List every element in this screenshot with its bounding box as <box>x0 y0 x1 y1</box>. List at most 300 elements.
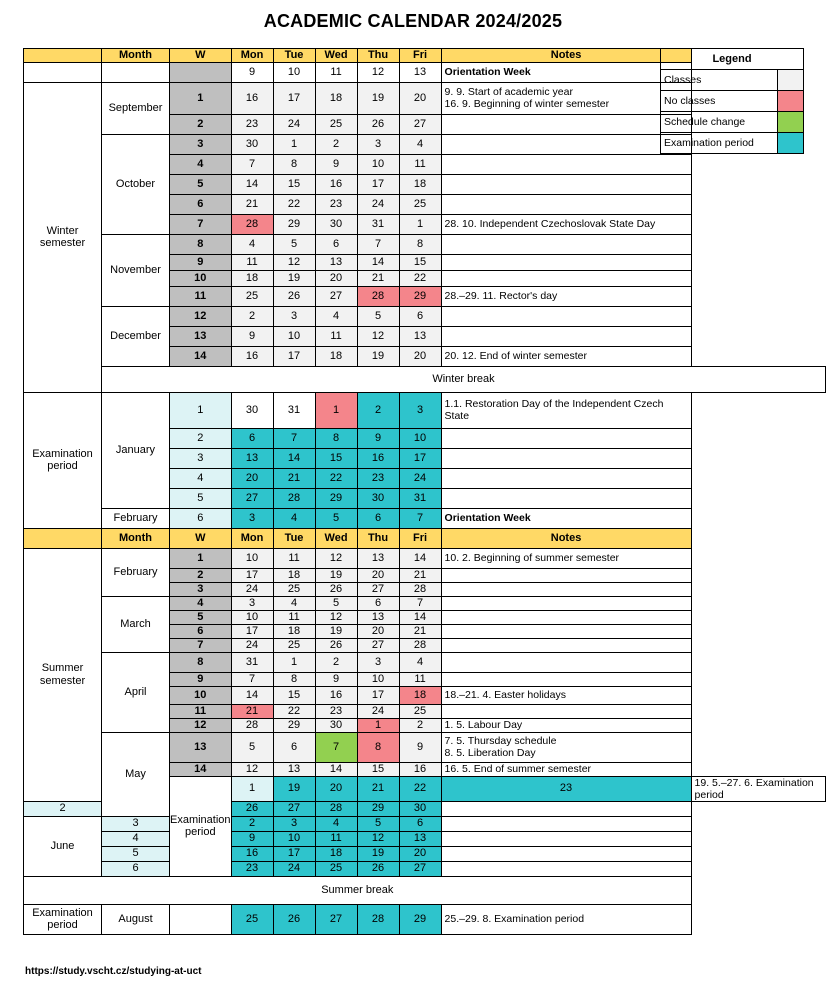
legend-label-schedule-change: Schedule change <box>661 112 778 133</box>
day-cell: 13 <box>399 326 441 346</box>
note-cell: Orientation Week <box>441 62 691 82</box>
day-cell: 29 <box>273 214 315 234</box>
day-cell: 26 <box>315 582 357 596</box>
week-number: 8 <box>170 234 232 254</box>
month-label: September <box>102 82 170 134</box>
semester-label: Examination period <box>170 776 232 876</box>
day-cell: 28 <box>357 904 399 934</box>
day-cell: 11 <box>315 62 357 82</box>
note-cell: 1. 5. Labour Day <box>441 718 691 732</box>
day-cell: 20 <box>357 568 399 582</box>
day-cell: 26 <box>315 638 357 652</box>
month-label: January <box>102 392 170 508</box>
day-cell: 17 <box>357 174 399 194</box>
day-cell: 3 <box>273 816 315 831</box>
legend-swatch-examination-period <box>778 133 804 154</box>
day-cell: 1 <box>399 214 441 234</box>
day-cell: 11 <box>231 254 273 270</box>
week-row <box>24 306 826 326</box>
day-cell: 4 <box>315 816 357 831</box>
day-cell: 14 <box>231 174 273 194</box>
day-cell: 23 <box>231 114 273 134</box>
week-row <box>24 831 826 846</box>
header-empty <box>24 49 102 63</box>
day-cell: 19 <box>273 776 315 801</box>
semester-label: Examination period <box>24 904 102 934</box>
header-week: W <box>170 49 232 63</box>
day-cell: 28 <box>273 488 315 508</box>
day-cell: 25 <box>399 704 441 718</box>
day-cell: 22 <box>315 468 357 488</box>
note-cell <box>441 831 691 846</box>
day-cell: 30 <box>357 488 399 508</box>
day-cell: 27 <box>315 286 357 306</box>
day-cell: 18 <box>315 82 357 114</box>
day-cell: 20 <box>399 846 441 861</box>
day-cell: 23 <box>357 468 399 488</box>
day-cell: 28 <box>399 582 441 596</box>
note-cell <box>441 194 691 214</box>
note-cell <box>441 134 691 154</box>
week-number: 4 <box>170 468 232 488</box>
day-cell: 12 <box>357 62 399 82</box>
week-row <box>24 234 826 254</box>
week-row <box>24 846 826 861</box>
legend-label-examination-period: Examination period <box>661 133 778 154</box>
month-label: June <box>24 816 102 876</box>
header-day: Tue <box>273 49 315 63</box>
week-number: 2 <box>170 428 232 448</box>
break-label: Winter break <box>102 366 826 392</box>
day-cell: 14 <box>399 610 441 624</box>
note-cell: Orientation Week <box>441 508 691 528</box>
day-cell: 9 <box>231 326 273 346</box>
week-number: 3 <box>170 134 232 154</box>
day-cell: 27 <box>357 582 399 596</box>
day-cell: 17 <box>357 686 399 704</box>
day-cell: 19 <box>273 270 315 286</box>
break-row <box>24 876 826 904</box>
week-number: 1 <box>170 82 232 114</box>
week-number: 6 <box>170 624 232 638</box>
day-cell: 4 <box>315 306 357 326</box>
day-cell: 31 <box>231 652 273 672</box>
day-cell: 21 <box>231 704 273 718</box>
day-cell: 9 <box>357 428 399 448</box>
day-cell: 6 <box>399 306 441 326</box>
day-cell: 6 <box>273 732 315 762</box>
note-cell: 16. 5. End of summer semester <box>441 762 691 776</box>
note-cell <box>441 254 691 270</box>
day-cell: 31 <box>273 392 315 428</box>
note-cell <box>441 846 691 861</box>
legend-swatch-no-classes <box>778 91 804 112</box>
header-day: Thu <box>357 49 399 63</box>
month-label <box>102 62 170 82</box>
day-cell: 26 <box>231 801 273 816</box>
day-cell: 20 <box>399 346 441 366</box>
day-cell: 13 <box>231 448 273 468</box>
header-month: Month <box>102 528 170 548</box>
day-cell: 24 <box>357 194 399 214</box>
day-cell: 27 <box>399 114 441 134</box>
day-cell: 17 <box>273 346 315 366</box>
day-cell: 8 <box>315 428 357 448</box>
note-cell: 25.–29. 8. Examination period <box>441 904 691 934</box>
day-cell: 22 <box>273 704 315 718</box>
week-number: 8 <box>170 652 232 672</box>
legend-swatch-schedule-change <box>778 112 804 133</box>
day-cell: 18 <box>315 346 357 366</box>
day-cell: 18 <box>315 846 357 861</box>
day-cell: 2 <box>231 306 273 326</box>
day-cell: 25 <box>231 904 273 934</box>
day-cell: 27 <box>399 861 441 876</box>
week-number: 6 <box>102 861 170 876</box>
day-cell: 3 <box>357 134 399 154</box>
day-cell: 18 <box>273 568 315 582</box>
week-number <box>170 904 232 934</box>
footer-url: https://study.vscht.cz/studying-at-uct <box>25 966 202 977</box>
day-cell: 7 <box>231 154 273 174</box>
day-cell: 25 <box>273 582 315 596</box>
day-cell: 1 <box>357 718 399 732</box>
week-row <box>24 904 826 934</box>
day-cell: 30 <box>231 134 273 154</box>
note-cell <box>441 638 691 652</box>
header-day: Fri <box>399 528 441 548</box>
day-cell: 20 <box>399 82 441 114</box>
week-number: 6 <box>170 194 232 214</box>
day-cell: 9 <box>231 831 273 846</box>
day-cell: 11 <box>399 672 441 686</box>
header-row <box>24 528 826 548</box>
day-cell: 24 <box>231 582 273 596</box>
note-cell: 18.–21. 4. Easter holidays <box>441 686 691 704</box>
day-cell: 3 <box>231 508 273 528</box>
day-cell: 10 <box>273 62 315 82</box>
day-cell: 8 <box>357 732 399 762</box>
day-cell: 14 <box>273 448 315 468</box>
day-cell: 30 <box>315 214 357 234</box>
week-number: 4 <box>102 831 170 846</box>
day-cell: 15 <box>357 762 399 776</box>
day-cell: 8 <box>273 672 315 686</box>
day-cell: 23 <box>231 861 273 876</box>
header-empty <box>24 528 102 548</box>
week-row <box>24 596 826 610</box>
day-cell: 7 <box>231 672 273 686</box>
week-number: 5 <box>170 488 232 508</box>
day-cell: 11 <box>273 548 315 568</box>
day-cell: 27 <box>357 638 399 652</box>
week-number: 10 <box>170 686 232 704</box>
note-cell: 9. 9. Start of academic year 16. 9. Beginning of winter semester <box>441 82 691 114</box>
month-label: August <box>102 904 170 934</box>
week-number: 2 <box>24 801 102 816</box>
week-number: 6 <box>170 508 232 528</box>
note-cell <box>441 672 691 686</box>
header-day: Mon <box>231 49 273 63</box>
week-number: 10 <box>170 270 232 286</box>
week-number: 7 <box>170 638 232 652</box>
day-cell: 8 <box>273 154 315 174</box>
day-cell: 15 <box>399 254 441 270</box>
day-cell: 2 <box>315 134 357 154</box>
day-cell: 2 <box>315 652 357 672</box>
day-cell: 28 <box>399 638 441 652</box>
header-day: Tue <box>273 528 315 548</box>
day-cell: 5 <box>231 732 273 762</box>
month-label: December <box>102 306 170 366</box>
month-label: February <box>102 508 170 528</box>
day-cell: 14 <box>315 762 357 776</box>
day-cell: 23 <box>315 704 357 718</box>
day-cell: 2 <box>357 392 399 428</box>
day-cell: 28 <box>231 718 273 732</box>
day-cell: 24 <box>357 704 399 718</box>
day-cell: 11 <box>273 610 315 624</box>
week-number: 9 <box>170 254 232 270</box>
day-cell: 31 <box>357 214 399 234</box>
note-cell <box>441 861 691 876</box>
day-cell: 25 <box>315 114 357 134</box>
day-cell: 16 <box>231 82 273 114</box>
day-cell: 4 <box>231 234 273 254</box>
day-cell: 21 <box>357 270 399 286</box>
note-cell: 28.–29. 11. Rector's day <box>441 286 691 306</box>
day-cell: 6 <box>315 234 357 254</box>
note-cell: 1.1. Restoration Day of the Independent Czech State <box>441 392 691 428</box>
day-cell: 11 <box>315 326 357 346</box>
legend-label-no-classes: No classes <box>661 91 778 112</box>
day-cell: 12 <box>357 831 399 846</box>
semester-label <box>24 62 102 82</box>
day-cell: 6 <box>231 428 273 448</box>
day-cell: 10 <box>231 548 273 568</box>
note-cell: 28. 10. Independent Czechoslovak State Day <box>441 214 691 234</box>
semester-label: Summer semester <box>24 548 102 801</box>
day-cell: 16 <box>357 448 399 468</box>
day-cell: 30 <box>315 718 357 732</box>
header-day: Mon <box>231 528 273 548</box>
day-cell: 22 <box>273 194 315 214</box>
month-label: February <box>102 548 170 596</box>
day-cell: 27 <box>273 801 315 816</box>
note-cell <box>441 652 691 672</box>
day-cell: 11 <box>315 831 357 846</box>
day-cell: 7 <box>273 428 315 448</box>
day-cell: 18 <box>273 624 315 638</box>
day-cell: 28 <box>357 286 399 306</box>
day-cell: 19 <box>357 82 399 114</box>
note-cell <box>441 704 691 718</box>
week-number: 4 <box>170 154 232 174</box>
day-cell: 21 <box>357 776 399 801</box>
day-cell: 7 <box>399 596 441 610</box>
day-cell: 20 <box>315 776 357 801</box>
day-cell: 9 <box>315 154 357 174</box>
note-cell <box>441 234 691 254</box>
note-cell <box>441 154 691 174</box>
day-cell: 16 <box>399 762 441 776</box>
day-cell: 29 <box>399 904 441 934</box>
day-cell: 18 <box>399 174 441 194</box>
day-cell: 13 <box>357 610 399 624</box>
week-number: 14 <box>170 346 232 366</box>
note-cell <box>441 174 691 194</box>
day-cell: 9 <box>315 672 357 686</box>
day-cell: 7 <box>399 508 441 528</box>
day-cell: 10 <box>231 610 273 624</box>
week-number: 4 <box>170 596 232 610</box>
header-month: Month <box>102 49 170 63</box>
note-cell <box>441 306 691 326</box>
week-number: 12 <box>170 306 232 326</box>
day-cell: 17 <box>399 448 441 468</box>
legend-label-classes: Classes <box>661 70 778 91</box>
semester-label: Winter semester <box>24 82 102 392</box>
day-cell: 4 <box>399 134 441 154</box>
day-cell: 10 <box>357 154 399 174</box>
month-label: October <box>102 134 170 234</box>
week-row <box>24 548 826 568</box>
header-day: Wed <box>315 528 357 548</box>
day-cell: 14 <box>399 548 441 568</box>
day-cell: 22 <box>399 776 441 801</box>
break-row <box>24 366 826 392</box>
day-cell: 24 <box>273 861 315 876</box>
week-row <box>24 816 826 831</box>
day-cell: 29 <box>399 286 441 306</box>
week-number: 12 <box>170 718 232 732</box>
legend-swatch-classes <box>778 70 804 91</box>
day-cell: 5 <box>357 306 399 326</box>
day-cell: 16 <box>315 174 357 194</box>
note-cell <box>441 468 691 488</box>
day-cell: 15 <box>273 174 315 194</box>
note-cell <box>441 114 691 134</box>
legend-table <box>660 48 804 154</box>
day-cell: 23 <box>441 776 691 801</box>
day-cell: 26 <box>273 904 315 934</box>
week-number: 11 <box>170 286 232 306</box>
note-cell <box>441 568 691 582</box>
day-cell: 21 <box>273 468 315 488</box>
day-cell: 21 <box>231 194 273 214</box>
day-cell: 3 <box>399 392 441 428</box>
day-cell: 12 <box>315 610 357 624</box>
day-cell: 17 <box>231 568 273 582</box>
day-cell: 12 <box>357 326 399 346</box>
note-cell: 10. 2. Beginning of summer semester <box>441 548 691 568</box>
day-cell: 3 <box>273 306 315 326</box>
week-number: 9 <box>170 672 232 686</box>
day-cell: 2 <box>231 816 273 831</box>
day-cell: 27 <box>315 904 357 934</box>
day-cell: 6 <box>357 596 399 610</box>
note-cell <box>441 596 691 610</box>
day-cell: 1 <box>273 134 315 154</box>
header-notes: Notes <box>441 49 691 63</box>
day-cell: 13 <box>399 62 441 82</box>
week-row <box>24 652 826 672</box>
day-cell: 24 <box>399 468 441 488</box>
day-cell: 25 <box>315 861 357 876</box>
day-cell: 17 <box>273 82 315 114</box>
day-cell: 16 <box>231 846 273 861</box>
day-cell: 9 <box>231 62 273 82</box>
header-week: W <box>170 528 232 548</box>
day-cell: 12 <box>231 762 273 776</box>
day-cell: 26 <box>273 286 315 306</box>
day-cell: 19 <box>357 346 399 366</box>
note-cell <box>441 816 691 831</box>
week-number: 11 <box>170 704 232 718</box>
day-cell: 20 <box>315 270 357 286</box>
note-cell <box>441 610 691 624</box>
note-cell <box>441 801 691 816</box>
week-number: 13 <box>170 326 232 346</box>
day-cell: 13 <box>399 831 441 846</box>
day-cell: 10 <box>273 326 315 346</box>
day-cell: 13 <box>357 548 399 568</box>
day-cell: 5 <box>357 816 399 831</box>
note-cell <box>441 488 691 508</box>
day-cell: 11 <box>399 154 441 174</box>
day-cell: 26 <box>357 114 399 134</box>
day-cell: 21 <box>399 624 441 638</box>
day-cell: 29 <box>357 801 399 816</box>
day-cell: 14 <box>231 686 273 704</box>
day-cell: 17 <box>231 624 273 638</box>
day-cell: 20 <box>231 468 273 488</box>
day-cell: 30 <box>399 801 441 816</box>
day-cell: 18 <box>399 686 441 704</box>
note-cell <box>441 448 691 468</box>
day-cell: 5 <box>315 508 357 528</box>
day-cell: 21 <box>399 568 441 582</box>
day-cell: 10 <box>273 831 315 846</box>
week-number: 2 <box>170 568 232 582</box>
day-cell: 6 <box>399 816 441 831</box>
day-cell: 15 <box>315 448 357 468</box>
day-cell: 4 <box>273 508 315 528</box>
week-number: 7 <box>170 214 232 234</box>
day-cell: 12 <box>315 548 357 568</box>
note-cell <box>441 326 691 346</box>
day-cell: 29 <box>273 718 315 732</box>
week-number: 5 <box>102 846 170 861</box>
day-cell: 5 <box>273 234 315 254</box>
month-label: March <box>102 596 170 652</box>
day-cell: 1 <box>315 392 357 428</box>
week-number: 1 <box>231 776 273 801</box>
day-cell: 19 <box>357 846 399 861</box>
header-notes: Notes <box>441 528 691 548</box>
day-cell: 4 <box>273 596 315 610</box>
day-cell: 16 <box>231 346 273 366</box>
week-number: 1 <box>170 392 232 428</box>
day-cell: 28 <box>231 214 273 234</box>
day-cell: 22 <box>399 270 441 286</box>
note-cell <box>441 270 691 286</box>
day-cell: 3 <box>357 652 399 672</box>
day-cell: 3 <box>231 596 273 610</box>
day-cell: 4 <box>399 652 441 672</box>
note-cell: 7. 5. Thursday schedule 8. 5. Liberation Day <box>441 732 691 762</box>
month-label: April <box>102 652 170 732</box>
